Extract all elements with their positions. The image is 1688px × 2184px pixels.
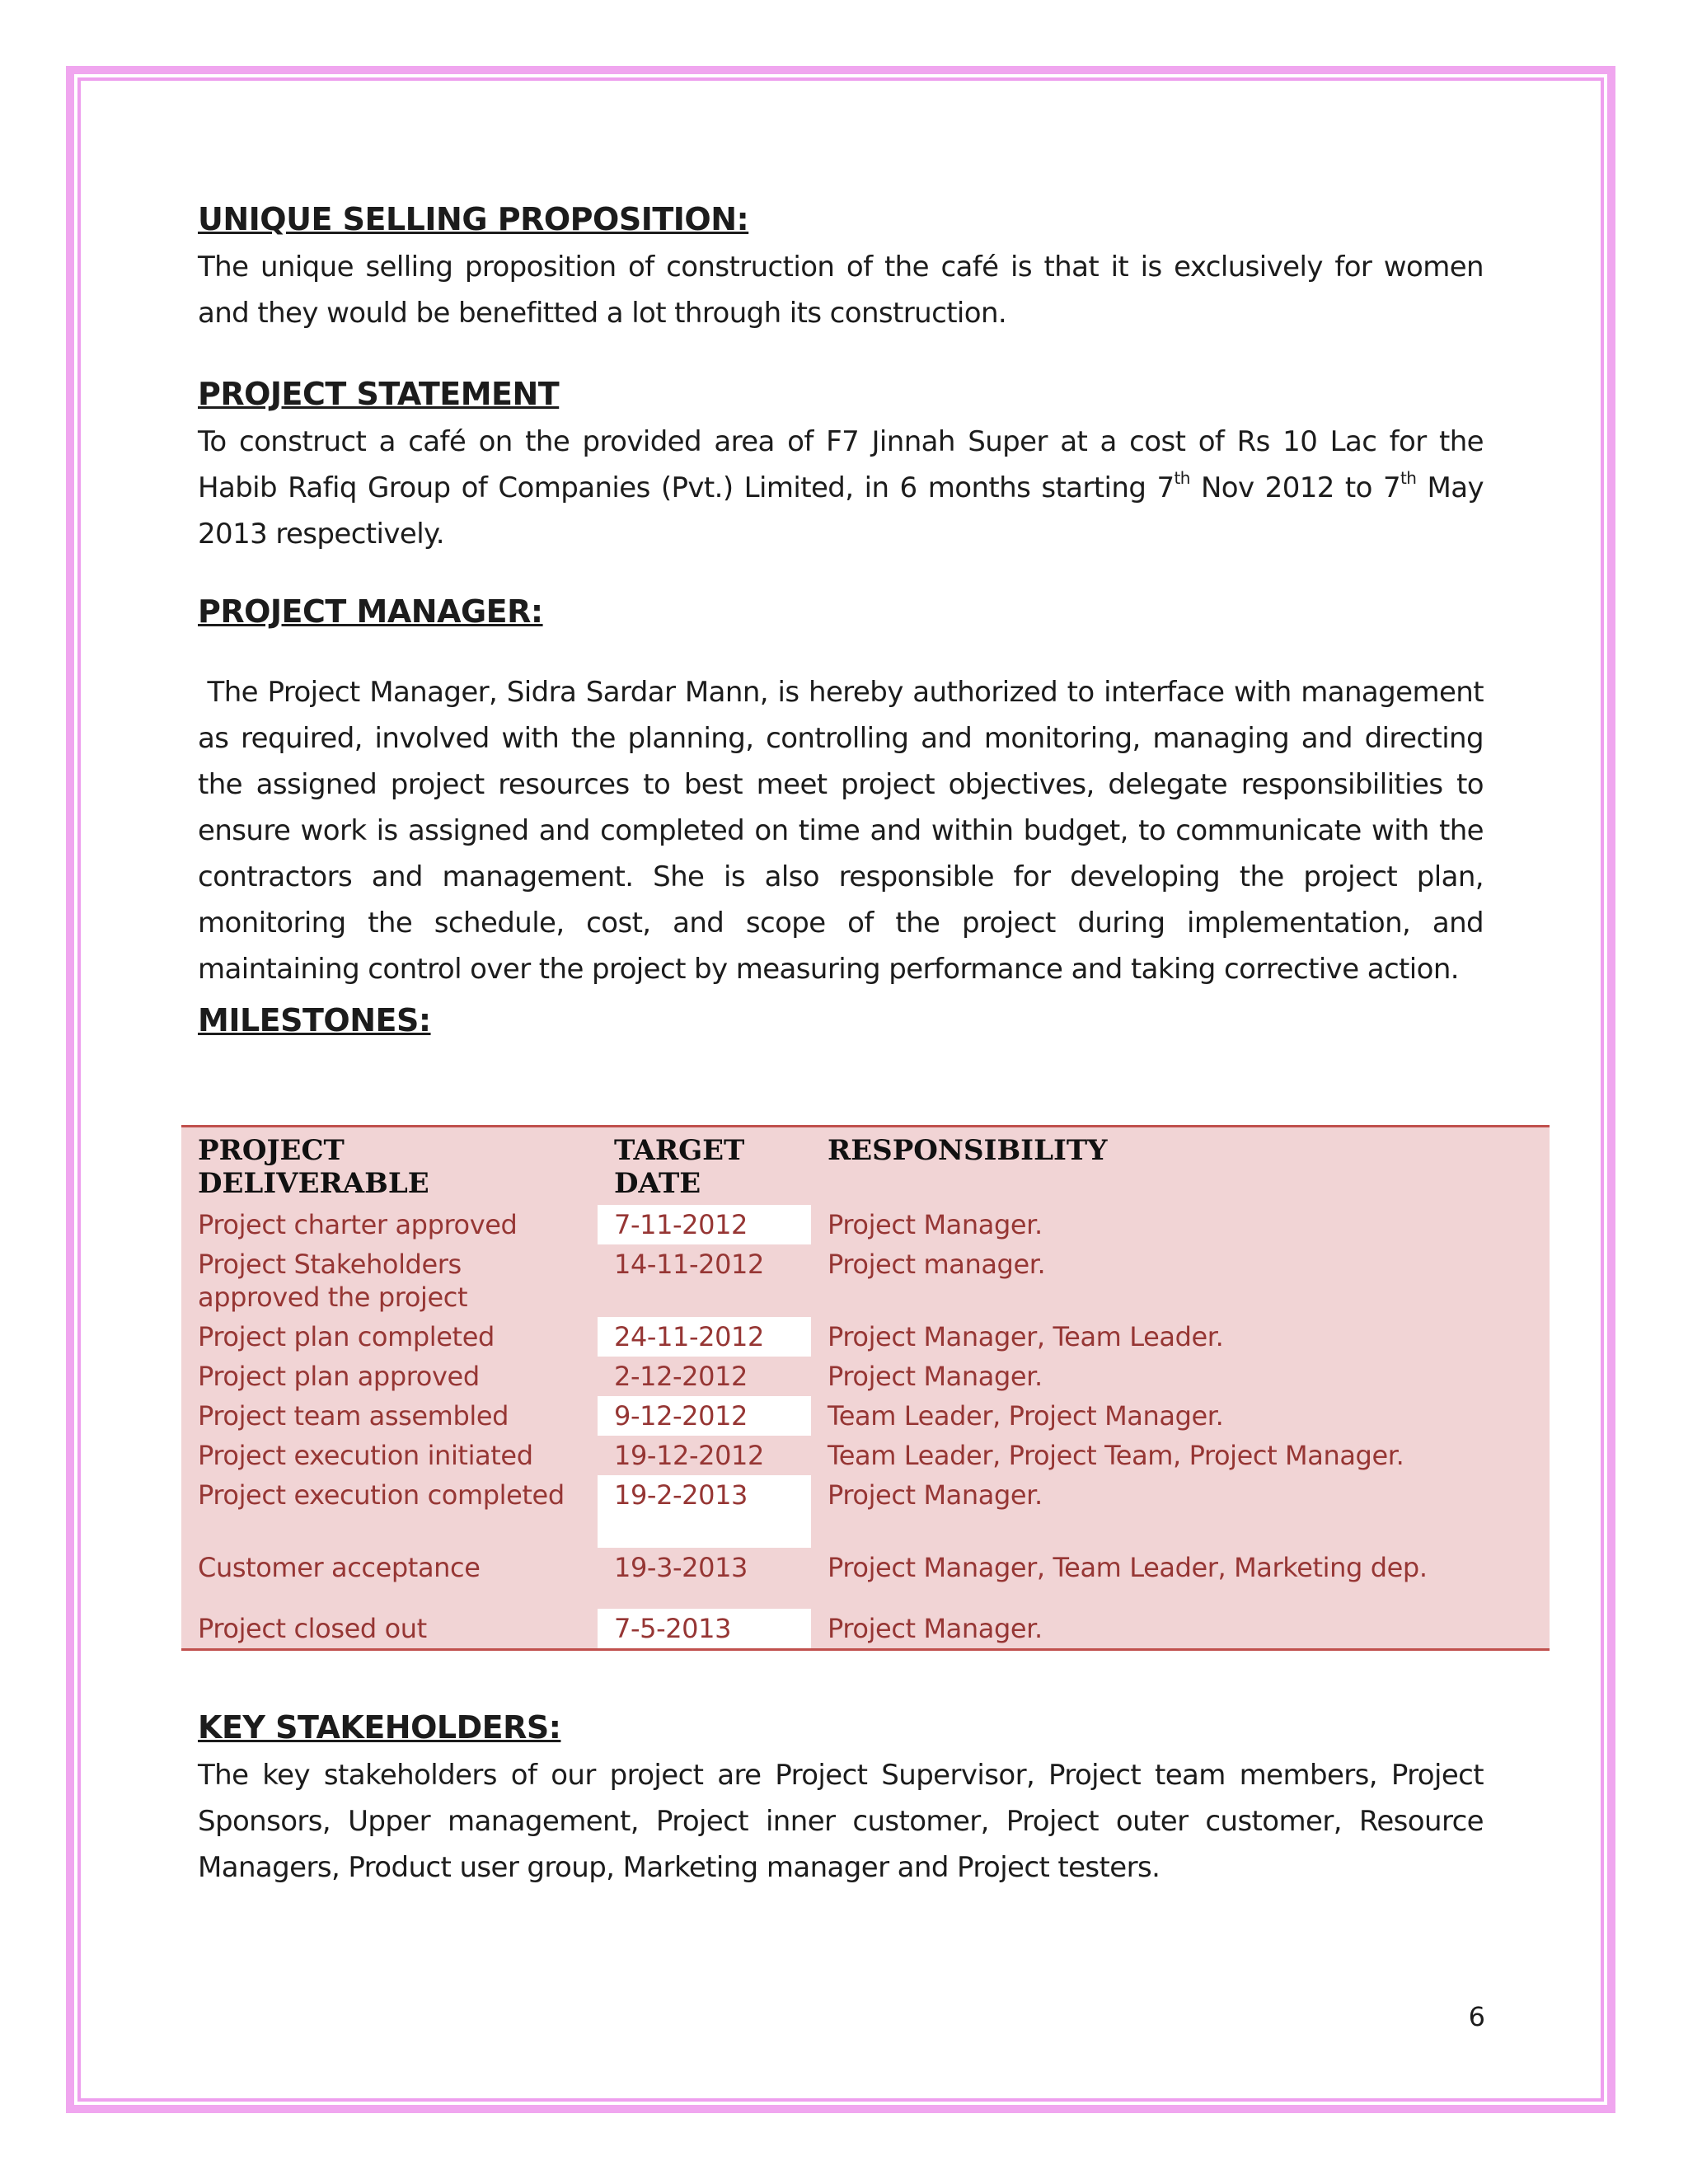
stakeholders-heading: KEY STAKEHOLDERS: bbox=[198, 1709, 561, 1746]
table-header-row bbox=[181, 1127, 1550, 1206]
stakeholders-text: The key stakeholders of our project are Project Supervisor, Project team members, Project Sponsors, Upper management, Project inner customer, Project outer customer, Resource Managers, Product user group, Marketing manager and Project testers. bbox=[198, 1759, 1484, 1884]
cell-deliverable: Project execution initiated bbox=[198, 1440, 533, 1471]
cell-responsibility: Team Leader, Project Team, Project Manager. bbox=[828, 1440, 1404, 1471]
cell-date: 19-12-2012 bbox=[614, 1440, 764, 1471]
col-header-deliverable: PROJECT DELIVERABLE bbox=[198, 1134, 429, 1200]
milestones-heading: MILESTONES: bbox=[198, 1002, 431, 1038]
cell-deliverable: Project plan completed bbox=[198, 1321, 495, 1352]
statement-sup-1: th bbox=[1174, 467, 1190, 488]
manager-heading: PROJECT MANAGER: bbox=[198, 593, 543, 630]
statement-text bbox=[198, 419, 1484, 557]
stakeholders-section bbox=[198, 1706, 1484, 1891]
statement-text-c: May 2013 respectively. bbox=[198, 471, 1484, 551]
cell-date: 2-12-2012 bbox=[614, 1361, 748, 1392]
col-header-target-date: TARGET DATE bbox=[614, 1134, 745, 1200]
cell-responsibility: Project manager. bbox=[828, 1249, 1046, 1280]
cell-deliverable: Project team assembled bbox=[198, 1400, 509, 1432]
cell-responsibility: Project Manager, Team Leader, Marketing dep. bbox=[828, 1552, 1428, 1583]
cell-date: 14-11-2012 bbox=[614, 1249, 764, 1280]
table-row bbox=[181, 1548, 1550, 1609]
table-row bbox=[181, 1244, 1550, 1317]
statement-text-a: To construct a café on the provided area of F7 Jinnah Super at a cost of Rs 10 Lac for the Habib Rafiq Group of Companies (Pvt.) Limited, in 6 months starting 7 bbox=[198, 425, 1484, 504]
cell-deliverable: Project charter approved bbox=[198, 1209, 518, 1240]
col-header-responsibility: RESPONSIBILITY bbox=[828, 1134, 1108, 1167]
cell-deliverable: Project plan approved bbox=[198, 1361, 480, 1392]
cell-responsibility: Team Leader, Project Manager. bbox=[828, 1400, 1224, 1432]
table-row bbox=[181, 1205, 1550, 1244]
table-row bbox=[181, 1436, 1550, 1475]
statement-sup-2: th bbox=[1400, 467, 1417, 488]
cell-date: 9-12-2012 bbox=[598, 1396, 811, 1436]
cell-responsibility: Project Manager. bbox=[828, 1479, 1043, 1511]
cell-deliverable: Project Stakeholders approved the project bbox=[198, 1249, 468, 1313]
manager-text: The Project Manager, Sidra Sardar Mann, is hereby authorized to interface with management as required, involved with the planning, controlling and monitoring, managing and directing the assigned project resources to best meet project objectives, delegate responsibilities to ensure work is assigned and completed on time and within budget, to communicate with the contractors and management. She is also responsible for developing the project plan, monitoring the schedule, cost, and scope of the project during implementation, and maintaining control over the project by measuring performance and taking corrective action. bbox=[198, 676, 1493, 986]
document-content bbox=[198, 198, 1493, 1042]
table-row bbox=[181, 1475, 1550, 1548]
table-row bbox=[181, 1317, 1550, 1357]
cell-responsibility: Project Manager. bbox=[828, 1209, 1043, 1240]
usp-text: The unique selling proposition of construction of the café is that it is exclusively for women and they would be benefitted a lot through its construction. bbox=[198, 251, 1484, 330]
table-row bbox=[181, 1609, 1550, 1650]
usp-heading: UNIQUE SELLING PROPOSITION: bbox=[198, 201, 749, 237]
cell-deliverable: Customer acceptance bbox=[198, 1552, 481, 1583]
cell-date: 19-2-2013 bbox=[598, 1475, 811, 1548]
cell-deliverable: Project execution completed bbox=[198, 1479, 565, 1511]
milestones-table bbox=[181, 1125, 1550, 1651]
cell-responsibility: Project Manager. bbox=[828, 1361, 1043, 1392]
cell-responsibility: Project Manager. bbox=[828, 1613, 1043, 1644]
cell-date: 7-11-2012 bbox=[598, 1205, 811, 1244]
statement-text-b: Nov 2012 to 7 bbox=[1189, 471, 1401, 504]
page-number: 6 bbox=[1468, 2001, 1485, 2032]
cell-date: 19-3-2013 bbox=[614, 1552, 748, 1583]
cell-date: 7-5-2013 bbox=[598, 1609, 811, 1650]
cell-deliverable: Project closed out bbox=[198, 1613, 427, 1644]
table-row bbox=[181, 1396, 1550, 1436]
cell-date: 24-11-2012 bbox=[598, 1317, 811, 1357]
statement-heading: PROJECT STATEMENT bbox=[198, 376, 560, 412]
cell-responsibility: Project Manager, Team Leader. bbox=[828, 1321, 1224, 1352]
table-row bbox=[181, 1357, 1550, 1396]
